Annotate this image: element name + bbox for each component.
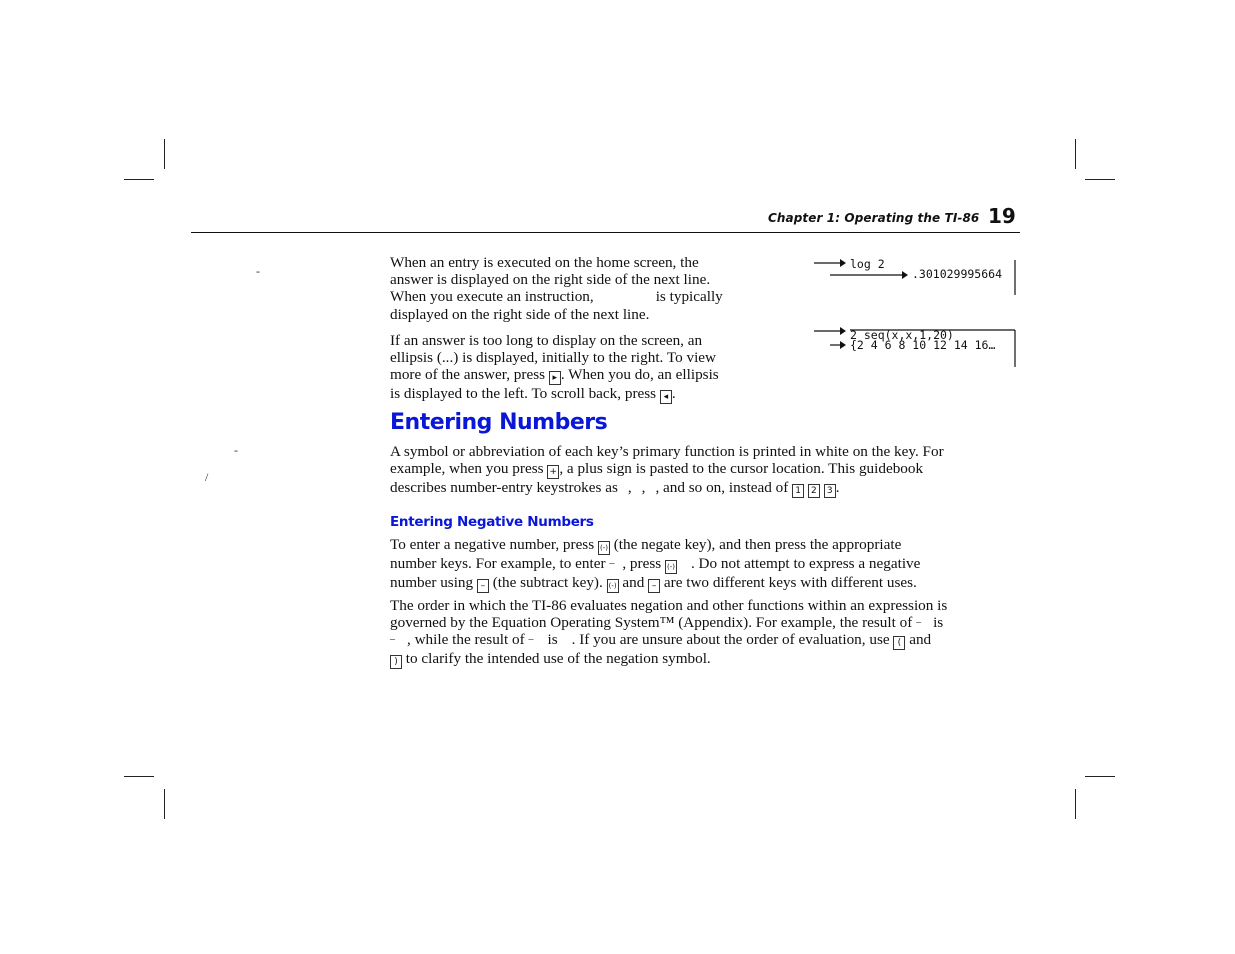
screen-result: {2 4 6 8 10 12 14 16…: [850, 338, 996, 352]
crop-mark: [1085, 776, 1115, 777]
two-key-icon: 2: [808, 484, 820, 498]
intro-paragraph-2: If an answer is too long to display on the screen, an ellipsis (...) is displayed, initially to the right. To view more of the answer, press ▸ . When you do, an ellipsis is displayed to the left. To scroll back, press ◂ .: [390, 332, 719, 403]
margin-mark: /: [205, 470, 209, 484]
right-arrow-key-icon: ▸: [549, 371, 561, 385]
crop-mark: [164, 789, 165, 819]
page-number: 19: [988, 204, 1016, 228]
three-key-icon: 3: [824, 484, 836, 498]
screen-entry: 2 seq(x,x,1,20): [850, 328, 954, 342]
plus-key-icon: +: [547, 465, 559, 479]
minus-sign: –: [609, 558, 615, 569]
subtract-key-icon: –: [477, 579, 489, 593]
crop-mark: [124, 776, 154, 777]
minus-sign: –: [528, 634, 534, 646]
chapter-title: Chapter 1: Operating the TI-86: [768, 211, 980, 225]
minus-sign: –: [390, 634, 395, 646]
subsection-title: Entering Negative Numbers: [390, 514, 594, 530]
crop-mark: [124, 179, 154, 180]
calculator-screen-2: [812, 322, 1018, 368]
section-title: Entering Numbers: [390, 410, 608, 435]
section-paragraph-3: The order in which the TI-86 evaluates negation and other functions within an expression is governed by the Equation Operating System™ (Appendix). For example, the result of – is – , while the result of – is . If you are unsure about the order of evaluation, use ( and ) to clarify the intended use of the negation symbol.: [390, 597, 948, 668]
crop-mark: [1075, 789, 1076, 819]
intro-paragraph-1: When an entry is executed on the home screen, the answer is displayed on the right side of the next line. When you execute an instruction, is typically displayed on the right side of the next line.: [390, 254, 723, 323]
subtract-key-icon: –: [648, 579, 660, 593]
section-paragraph-2: To enter a negative number, press (-) (the negate key), and then press the appropriate number keys. For example, to enter – , press (-) . Do not attempt to express a negative number using – (the subtract key). (-) and – are two different keys with different uses.: [390, 536, 921, 591]
screen-entry: log 2: [850, 257, 885, 271]
minus-sign: –: [916, 617, 922, 629]
negate-key-icon: (-): [598, 541, 610, 555]
header-rule: [191, 232, 1020, 233]
crop-mark: [164, 139, 165, 169]
screen-result: .301029995664: [912, 267, 1003, 281]
margin-mark: -: [234, 443, 238, 457]
margin-mark: -: [256, 264, 260, 278]
close-paren-key-icon: ): [390, 655, 402, 669]
one-key-icon: 1: [792, 484, 804, 498]
open-paren-key-icon: (: [893, 636, 905, 650]
calculator-screen-1: [812, 254, 1018, 296]
negate-key-icon: (-): [607, 579, 619, 593]
crop-mark: [1085, 179, 1115, 180]
section-paragraph-1: A symbol or abbreviation of each key’s primary function is printed in white on the key. For example, when you press + , a plus sign is pasted to the cursor location. This guidebook describes number-entry keystrokes as , , , and so on, instead of 1 2 3 .: [390, 443, 944, 497]
crop-mark: [1075, 139, 1076, 169]
negate-key-icon: (-): [665, 560, 677, 574]
left-arrow-key-icon: ◂: [660, 390, 672, 404]
